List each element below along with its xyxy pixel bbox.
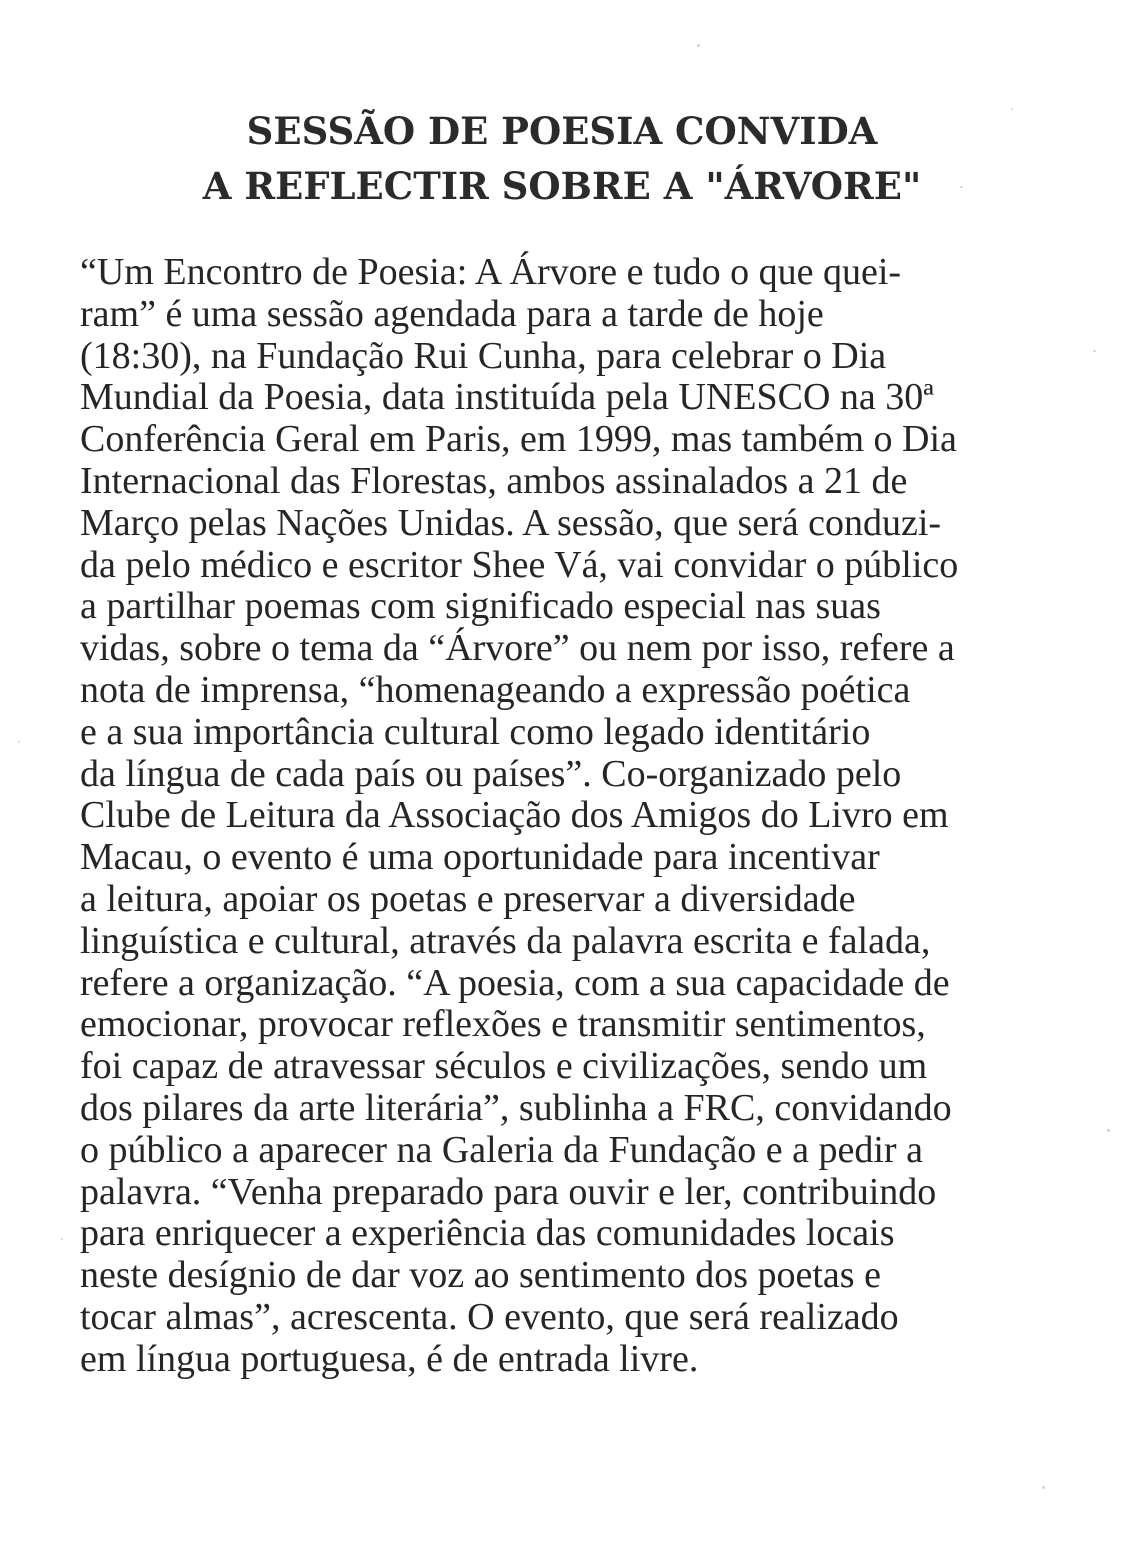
- body-line: palavra. “Venha preparado para ouvir e ler, contribuindo: [80, 1170, 937, 1213]
- body-line: linguística e cultural, através da palavra escrita e falada,: [80, 919, 931, 962]
- body-line: tocar almas”, acrescenta. O evento, que será realizado: [80, 1295, 899, 1338]
- body-line: da pelo médico e escritor Shee Vá, vai convidar o público: [80, 543, 959, 586]
- scan-speck: [1107, 1129, 1110, 1132]
- body-line: (18:30), na Fundação Rui Cunha, para celebrar o Dia: [80, 334, 887, 377]
- scan-speck: [697, 44, 700, 47]
- body-line: a leitura, apoiar os poetas e preservar a diversidade: [80, 877, 856, 920]
- body-line: emocionar, provocar reflexões e transmitir sentimentos,: [80, 1003, 926, 1046]
- body-line: a partilhar poemas com significado especial nas suas: [80, 585, 881, 628]
- body-line: nota de imprensa, “homenageando a expressão poética: [80, 668, 911, 711]
- body-line: “Um Encontro de Poesia: A Árvore e tudo o que quei-: [80, 251, 902, 293]
- body-line: vidas, sobre o tema da “Árvore” ou nem por isso, refere a: [80, 627, 955, 670]
- body-line: e a sua importância cultural como legado identitário: [80, 710, 871, 753]
- body-line: para enriquecer a experiência das comunidades locais: [80, 1212, 895, 1255]
- body-line: em língua portuguesa, é de entrada livre.: [80, 1337, 699, 1380]
- headline: [0, 104, 1124, 214]
- body-line: neste desígnio de dar voz ao sentimento dos poetas e: [80, 1254, 881, 1297]
- scan-speck: [1042, 1486, 1045, 1489]
- body-line: refere a organização. “A poesia, com a sua capacidade de: [80, 961, 950, 1004]
- body-line: Internacional das Florestas, ambos assinalados a 21 de: [80, 459, 908, 502]
- body-line: Mundial da Poesia, data instituída pela UNESCO na 30ª: [80, 376, 934, 419]
- body-line: foi capaz de atravessar séculos e civilizações, sendo um: [80, 1045, 928, 1088]
- scan-speck: [61, 1238, 63, 1240]
- scan-speck: [1093, 350, 1096, 352]
- scan-speck: [18, 741, 20, 743]
- scan-speck: [960, 186, 963, 188]
- headline-line-2: A REFLECTIR SOBRE A "ÁRVORE": [202, 164, 922, 208]
- body-line: da língua de cada país ou países”. Co-organizado pelo: [80, 752, 902, 795]
- body-line: Macau, o evento é uma oportunidade para incentivar: [80, 836, 880, 879]
- headline-line-1: SESSÃO DE POESIA CONVIDA: [246, 109, 878, 153]
- body-line: Clube de Leitura da Associação dos Amigos do Livro em: [80, 794, 949, 837]
- body-line: Março pelas Nações Unidas. A sessão, que será conduzi-: [80, 501, 942, 544]
- body-line: ram” é uma sessão agendada para a tarde de hoje: [80, 292, 824, 335]
- article-body: [80, 252, 1060, 1381]
- body-line: o público a aparecer na Galeria da Fundação e a pedir a: [80, 1128, 923, 1171]
- scan-speck: [1011, 108, 1013, 110]
- body-line: dos pilares da arte literária”, sublinha a FRC, convidando: [80, 1086, 952, 1129]
- body-line: Conferência Geral em Paris, em 1999, mas também o Dia: [80, 418, 957, 461]
